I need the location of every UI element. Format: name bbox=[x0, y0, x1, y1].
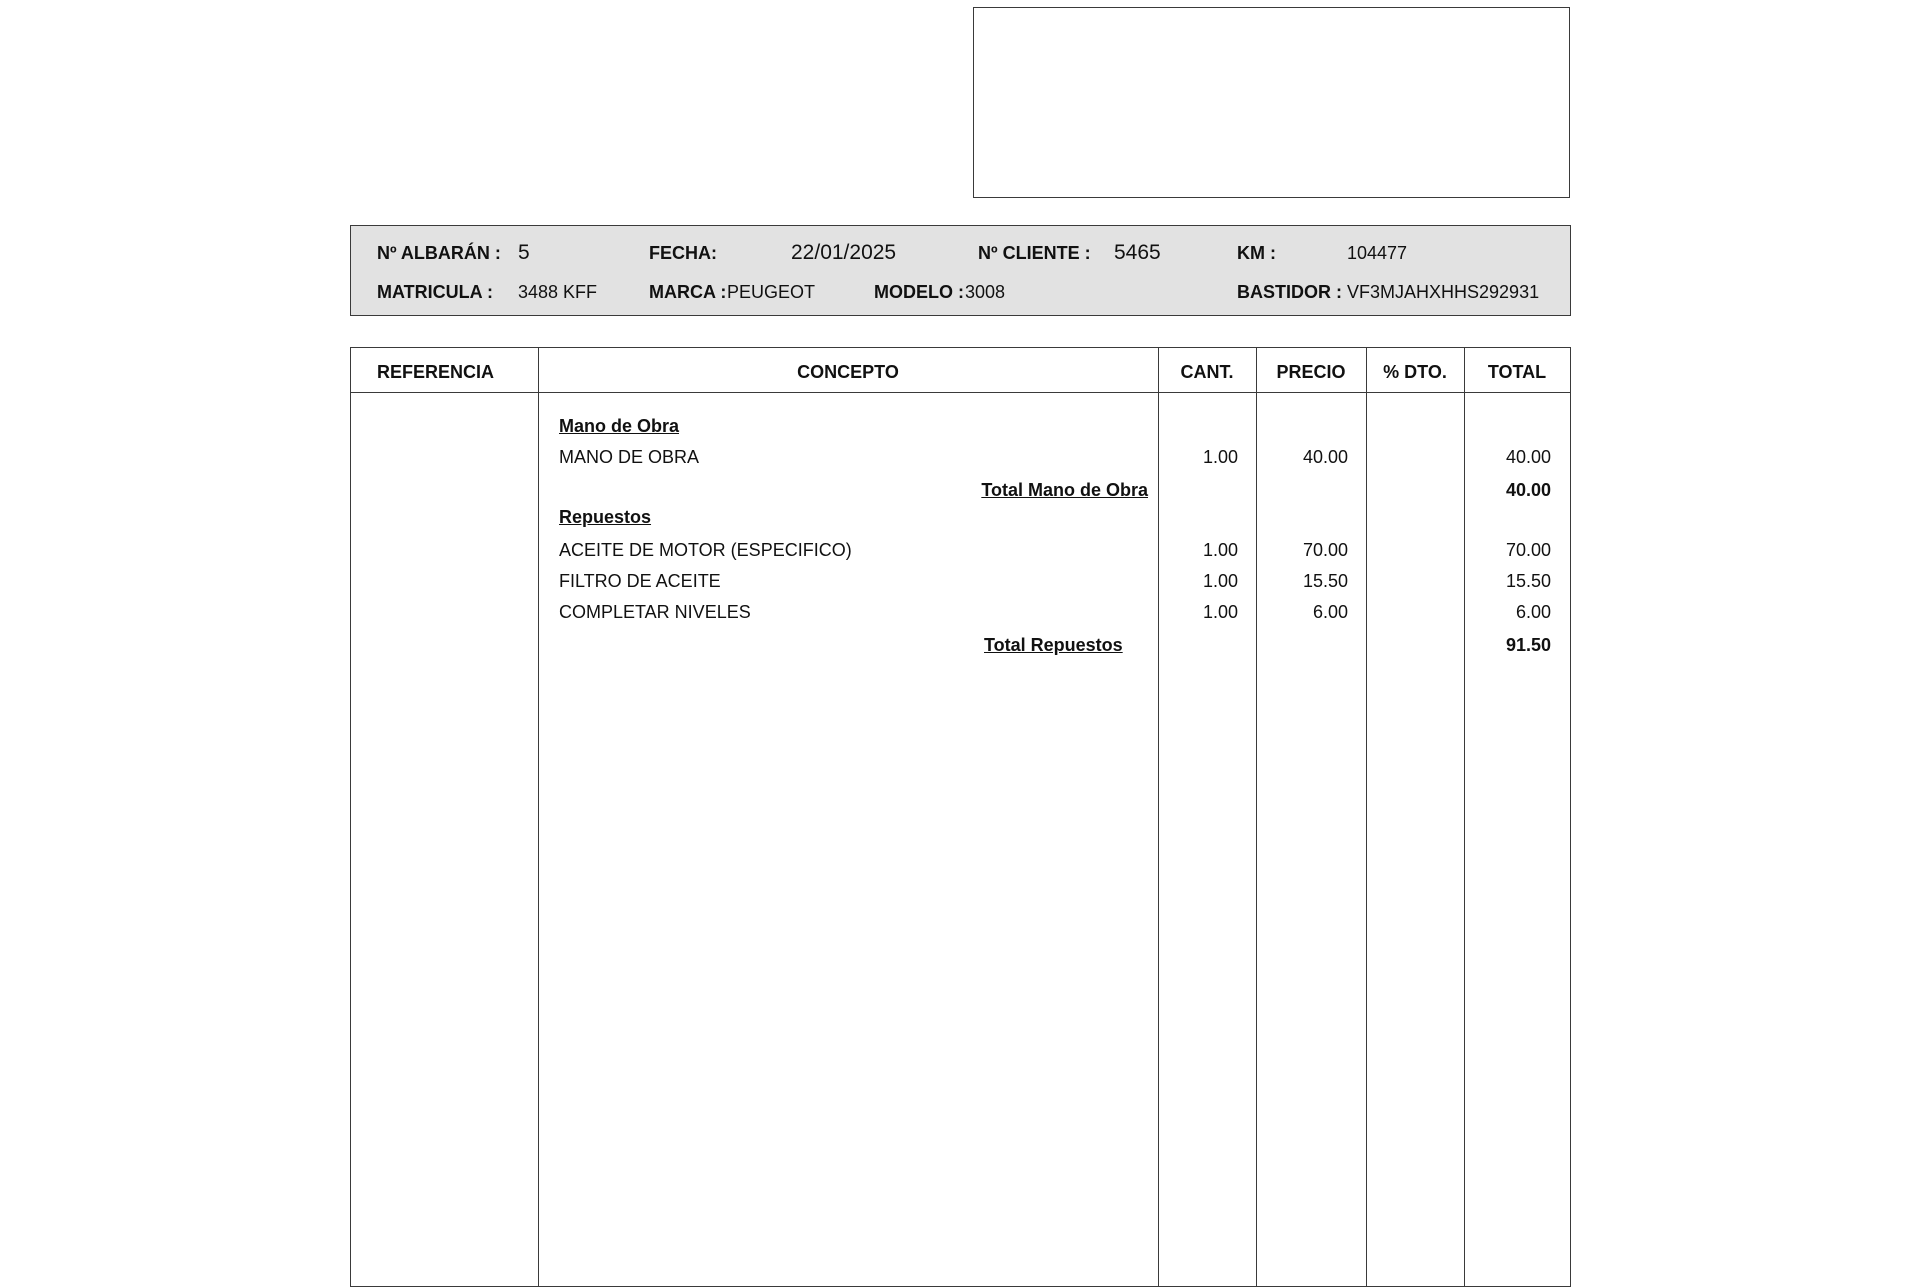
row-precio: 6.00 bbox=[1312, 602, 1348, 622]
modelo-label: MODELO : bbox=[874, 282, 964, 302]
row-precio: 40.00 bbox=[1302, 447, 1348, 467]
section-title: Repuestos bbox=[559, 507, 652, 527]
row-total: 15.50 bbox=[1505, 571, 1551, 591]
section-title: Mano de Obra bbox=[559, 416, 680, 436]
albaran-value: 5 bbox=[518, 241, 530, 264]
document-header-panel bbox=[350, 225, 1571, 316]
fecha-value: 22/01/2025 bbox=[791, 241, 897, 264]
column-header-total: TOTAL bbox=[1487, 362, 1547, 382]
matricula-value: 3488 KFF bbox=[518, 282, 598, 302]
row-cant: 1.00 bbox=[1202, 540, 1238, 560]
column-divider bbox=[1366, 348, 1367, 1286]
row-cant: 1.00 bbox=[1202, 602, 1238, 622]
client-address-box bbox=[973, 7, 1570, 198]
column-header-dto: % DTO. bbox=[1383, 362, 1447, 382]
column-header-concepto: CONCEPTO bbox=[797, 362, 899, 382]
row-total: 6.00 bbox=[1515, 602, 1551, 622]
marca-value: PEUGEOT bbox=[727, 282, 816, 302]
km-label: KM : bbox=[1237, 243, 1276, 263]
section-total-value: 40.00 bbox=[1505, 480, 1551, 500]
albaran-label: Nº ALBARÁN : bbox=[377, 243, 501, 263]
column-divider bbox=[1256, 348, 1257, 1286]
table-header-divider bbox=[351, 392, 1570, 393]
row-concepto: MANO DE OBRA bbox=[559, 447, 700, 467]
cliente-label: Nº CLIENTE : bbox=[978, 243, 1091, 263]
column-header-precio: PRECIO bbox=[1276, 362, 1346, 382]
row-concepto: COMPLETAR NIVELES bbox=[559, 602, 751, 622]
row-precio: 15.50 bbox=[1302, 571, 1348, 591]
km-value: 104477 bbox=[1347, 243, 1408, 263]
bastidor-label: BASTIDOR : bbox=[1237, 282, 1342, 302]
matricula-label: MATRICULA : bbox=[377, 282, 493, 302]
row-cant: 1.00 bbox=[1202, 447, 1238, 467]
row-precio: 70.00 bbox=[1302, 540, 1348, 560]
modelo-value: 3008 bbox=[965, 282, 1006, 302]
column-divider bbox=[538, 348, 539, 1286]
fecha-label: FECHA: bbox=[649, 243, 717, 263]
row-concepto: ACEITE DE MOTOR (ESPECIFICO) bbox=[559, 540, 852, 560]
bastidor-value: VF3MJAHXHHS292931 bbox=[1347, 282, 1540, 302]
column-header-cant: CANT. bbox=[1180, 362, 1234, 382]
row-total: 70.00 bbox=[1505, 540, 1551, 560]
row-concepto: FILTRO DE ACEITE bbox=[559, 571, 721, 591]
section-total-label: Total Repuestos bbox=[984, 635, 1123, 655]
row-cant: 1.00 bbox=[1202, 571, 1238, 591]
column-divider bbox=[1158, 348, 1159, 1286]
items-table bbox=[350, 347, 1571, 1287]
section-total-value: 91.50 bbox=[1505, 635, 1551, 655]
section-total-label: Total Mano de Obra bbox=[981, 480, 1148, 500]
row-total: 40.00 bbox=[1505, 447, 1551, 467]
marca-label: MARCA : bbox=[649, 282, 727, 302]
column-header-referencia: REFERENCIA bbox=[377, 362, 495, 382]
cliente-value: 5465 bbox=[1114, 241, 1161, 264]
